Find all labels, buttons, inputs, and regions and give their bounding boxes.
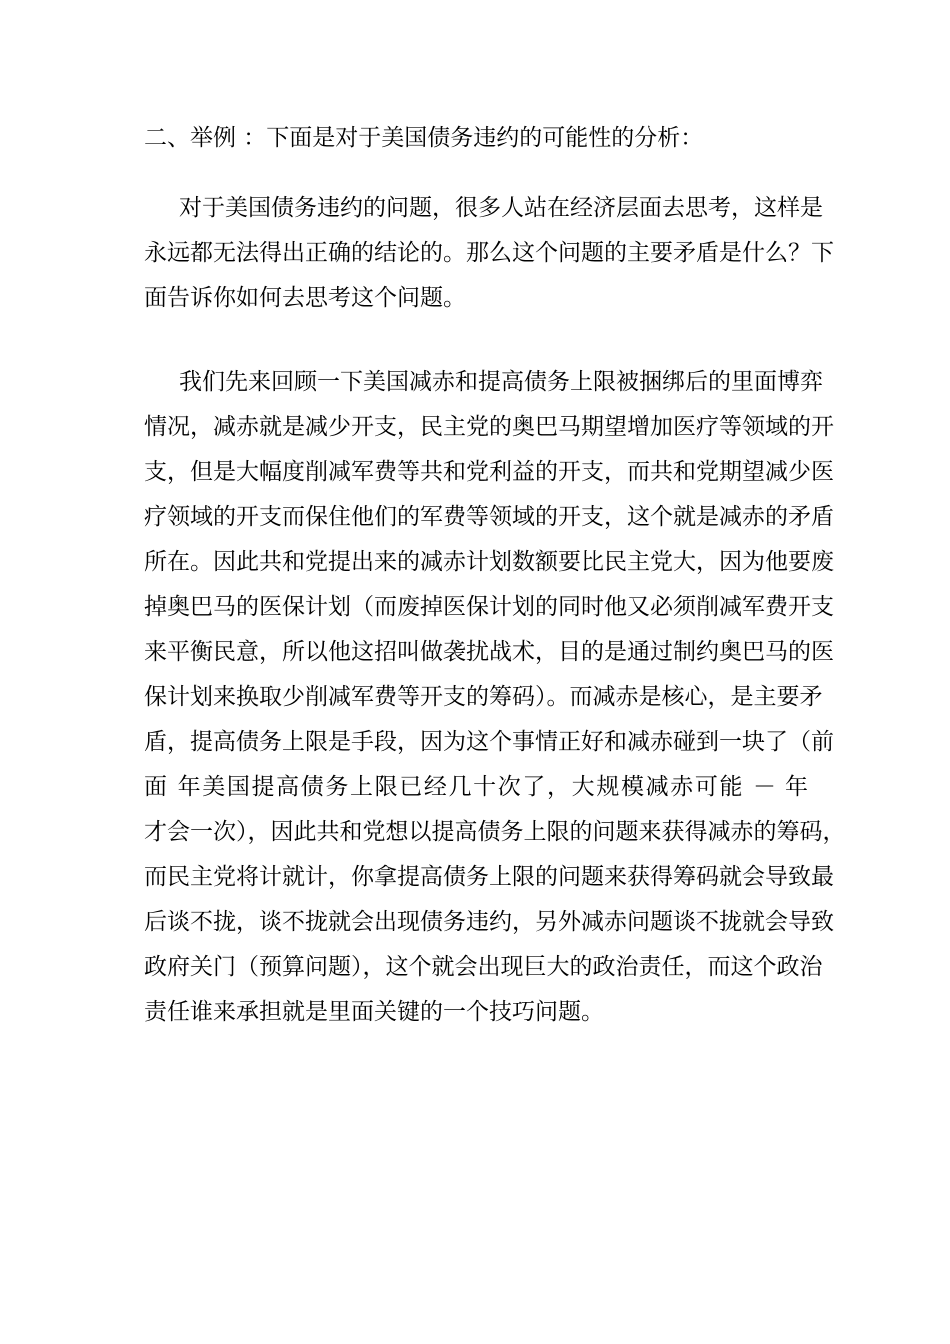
paragraph-line: 责任谁来承担就是里面关键的一个技巧问题。 <box>144 999 604 1025</box>
section-heading: 二、举例 ：下面是对于美国债务违约的可能性的分析： <box>144 125 704 151</box>
paragraph-2 <box>144 360 846 1035</box>
paragraph-line: 永远都无法得出正确的结论的。那么这个问题的主要矛盾是什么？下 <box>144 240 834 266</box>
paragraph-line: 而民主党将计就计，你拿提高债务上限的问题来获得筹码就会导致最 <box>144 864 834 890</box>
paragraph-line: 疗领域的开支而保住他们的军费等领域的开支，这个就是减赤的矛盾 <box>144 504 834 530</box>
paragraph-line: 对于美国债务违约的问题，很多人站在经济层面去思考，这样是 <box>179 195 823 221</box>
paragraph-line: 保计划来换取少削减军费等开支的筹码）。而减赤是核心，是主要矛 <box>144 684 823 710</box>
paragraph-line: 盾，提高债务上限是手段，因为这个事情正好和减赤碰到一块了（前 <box>144 729 834 755</box>
paragraph-line: 支，但是大幅度削减军费等共和党利益的开支，而共和党期望减少医 <box>144 459 834 485</box>
paragraph-line: 我们先来回顾一下美国减赤和提高债务上限被捆绑后的里面博弈 <box>179 369 823 395</box>
paragraph-line: 面 年美国提高债务上限已经几十次了，大规模减赤可能 － 年 <box>144 774 808 800</box>
paragraph-1 <box>144 186 834 321</box>
paragraph-line: 才会一次），因此共和党想以提高债务上限的问题来获得减赤的筹码， <box>144 819 846 845</box>
paragraph-line: 所在。因此共和党提出来的减赤计划数额要比民主党大，因为他要废 <box>144 549 834 575</box>
paragraph-line: 来平衡民意，所以他这招叫做袭扰战术，目的是通过制约奥巴马的医 <box>144 639 834 665</box>
paragraph-line: 后谈不拢，谈不拢就会出现债务违约，另外减赤问题谈不拢就会导致 <box>144 909 834 935</box>
paragraph-line: 情况，减赤就是减少开支，民主党的奥巴马期望增加医疗等领域的开 <box>144 414 834 440</box>
paragraph-line: 面告诉你如何去思考这个问题。 <box>144 285 466 311</box>
paragraph-line: 政府关门（预算问题），这个就会出现巨大的政治责任，而这个政治 <box>144 954 823 980</box>
paragraph-line: 掉奥巴马的医保计划（而废掉医保计划的同时他又必须削减军费开支 <box>144 594 834 620</box>
